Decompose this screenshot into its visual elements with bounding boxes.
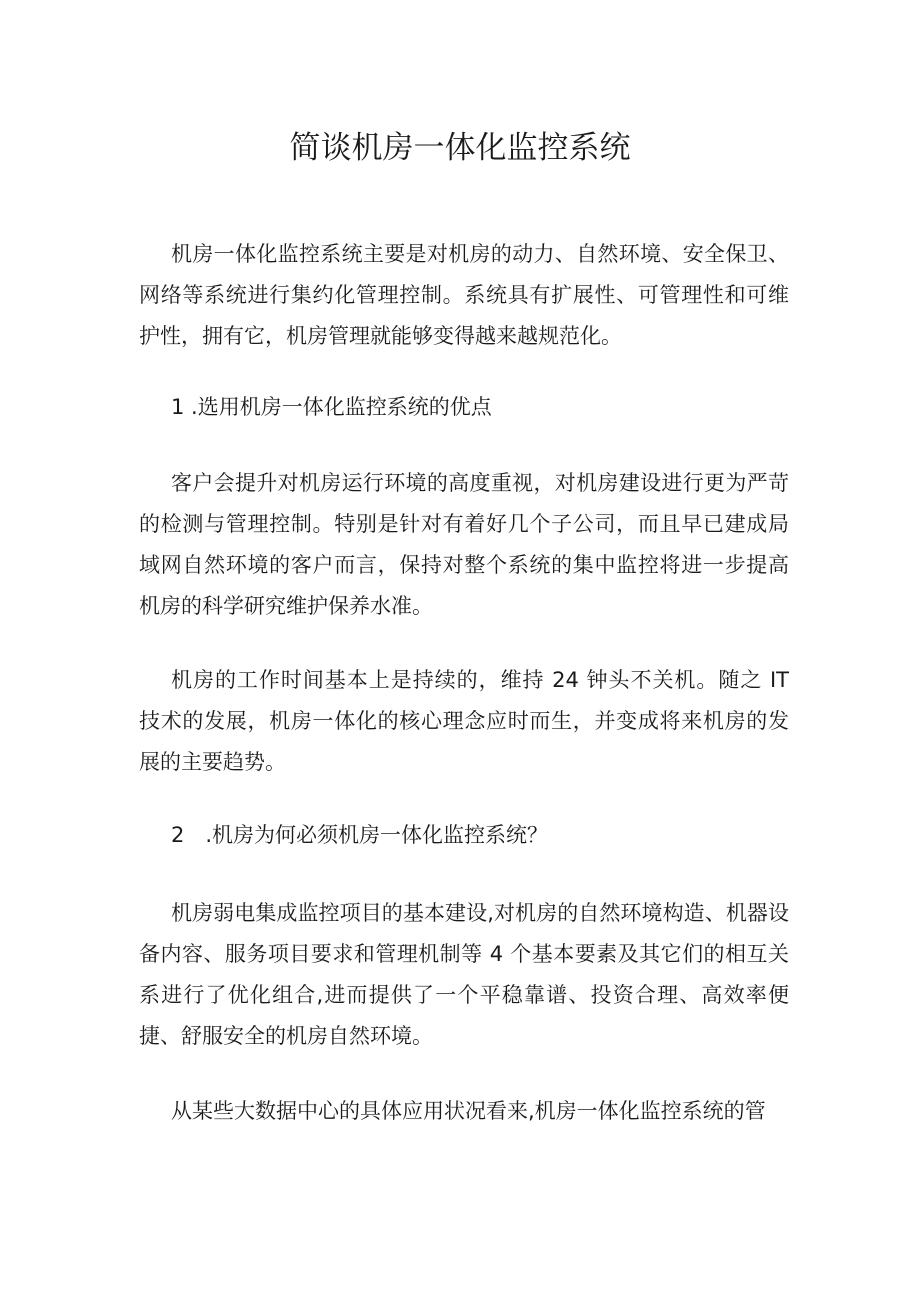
section-heading-2: 2 .机房为何必须机房一体化监控系统？ xyxy=(171,823,549,847)
section2-paragraph-2: 从某些大数据中心的具体应用状况看来,机房一体化监控系统的管 xyxy=(171,1099,766,1123)
page-title: 简谈机房一体化监控系统 xyxy=(289,130,631,166)
section2-paragraph-1: 机房弱电集成监控项目的基本建设,对机房的自然环境构造、机器设备内容、服务项目要求和管理机制等 4 个基本要素及其它们的相互关系进行了优化组合,进而提供了一个平稳靠谱、投资合理、高效率便捷、舒服安全的机房自然环境。 xyxy=(139,901,789,1048)
section-heading-1: 1 .选用机房一体化监控系统的优点 xyxy=(171,395,492,419)
section1-paragraph-1: 客户会提升对机房运行环境的高度重视，对机房建设进行更为严苛的检测与管理控制。特别是针对有着好几个子公司，而且早已建成局域网自然环境的客户而言，保持对整个系统的集中监控将进一步提高机房的科学研究维护保养水准。 xyxy=(139,471,789,618)
section1-paragraph-2: 机房的工作时间基本上是持续的，维持 24 钟头不关机。随之 IT 技术的发展，机房一体化的核心理念应时而生，并变成将来机房的发展的主要趋势。 xyxy=(139,668,789,774)
intro-paragraph: 机房一体化监控系统主要是对机房的动力、自然环境、安全保卫、网络等系统进行集约化管理控制。系统具有扩展性、可管理性和可维护性，拥有它，机房管理就能够变得越来越规范化。 xyxy=(139,242,789,348)
